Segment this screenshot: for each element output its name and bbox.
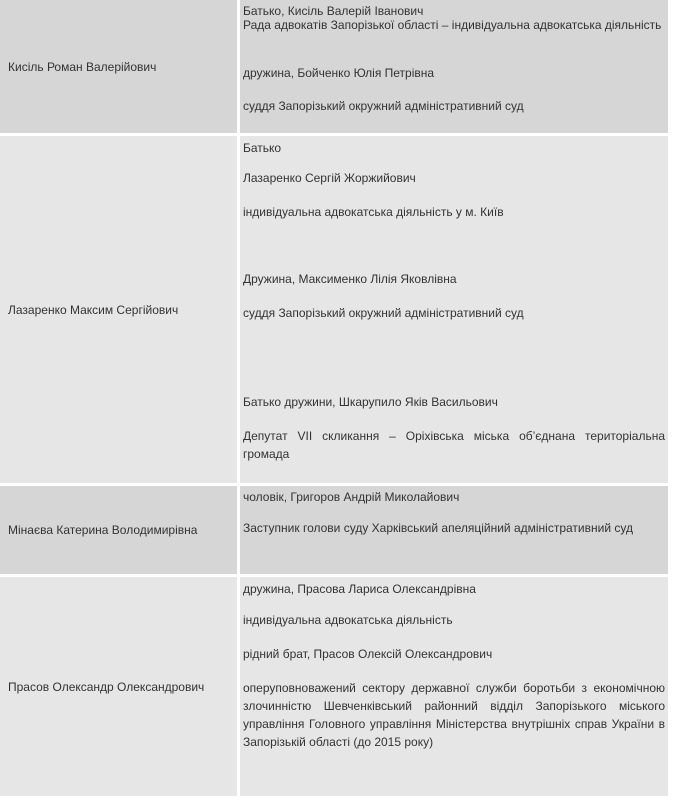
person-name: Прасов Олександр Олександрович <box>8 679 205 694</box>
relatives-info-cell <box>240 577 668 796</box>
relative-line: Дружина, Максименко Лілія Яковлівна <box>243 272 457 286</box>
relative-line: чоловік, Григоров Андрій Миколайович <box>243 490 460 504</box>
relative-line: Депутат VII скликання – Оріхівська міська об’єднана територіальна громада <box>243 429 665 461</box>
relative-line: індивідуальна адвокатська діяльність у м. Київ <box>243 205 504 219</box>
relatives-info-cell <box>240 486 668 574</box>
table-row <box>0 136 674 483</box>
relative-line: дружина, Бойченко Юлія Петрівна <box>243 66 435 80</box>
person-name: Лазаренко Максим Сергійович <box>8 302 179 317</box>
relative-line: рідний брат, Прасов Олексій Олександрович <box>243 647 493 661</box>
relative-line: Заступник голови суду Харківський апеляційний адміністративний суд <box>243 521 633 535</box>
relatives-info-cell <box>240 136 668 483</box>
relative-line: індивідуальна адвокатська діяльність <box>243 613 453 627</box>
relative-line: Рада адвокатів Запорізької області – індивідуальна адвокатська діяльність <box>243 18 662 32</box>
table-row <box>0 0 674 133</box>
relative-line: дружина, Прасова Лариса Олександрівна <box>243 582 476 596</box>
person-name: Мінаєва Катерина Володимирівна <box>8 523 198 537</box>
person-name-cell <box>0 0 237 133</box>
relative-line: Батько <box>243 141 282 155</box>
relative-line: оперуповноважений сектору державної служби боротьби з економічною злочинністю Шевченківський районний відділ Запорізького міського управління Головного управління Міністерства внутрішніх справ України в Запорізькій області (до 2015 року) <box>243 681 665 749</box>
relative-line: суддя Запорізький окружний адміністративний суд <box>243 306 524 320</box>
person-name-cell <box>0 136 237 483</box>
person-name-cell <box>0 577 237 796</box>
relative-line: Батько, Кисіль Валерій Іванович <box>243 4 424 18</box>
relative-line: суддя Запорізький окружний адміністративний суд <box>243 99 524 113</box>
person-name: Кисіль Роман Валерійович <box>8 59 157 74</box>
relative-line: Батько дружини, Шкарупило Яків Васильович <box>243 395 498 409</box>
person-name-cell <box>0 486 237 574</box>
relative-line: Лазаренко Сергій Жоржийович <box>243 171 416 185</box>
relatives-info-cell <box>240 0 668 133</box>
table-row <box>0 486 674 574</box>
table-row <box>0 577 674 796</box>
